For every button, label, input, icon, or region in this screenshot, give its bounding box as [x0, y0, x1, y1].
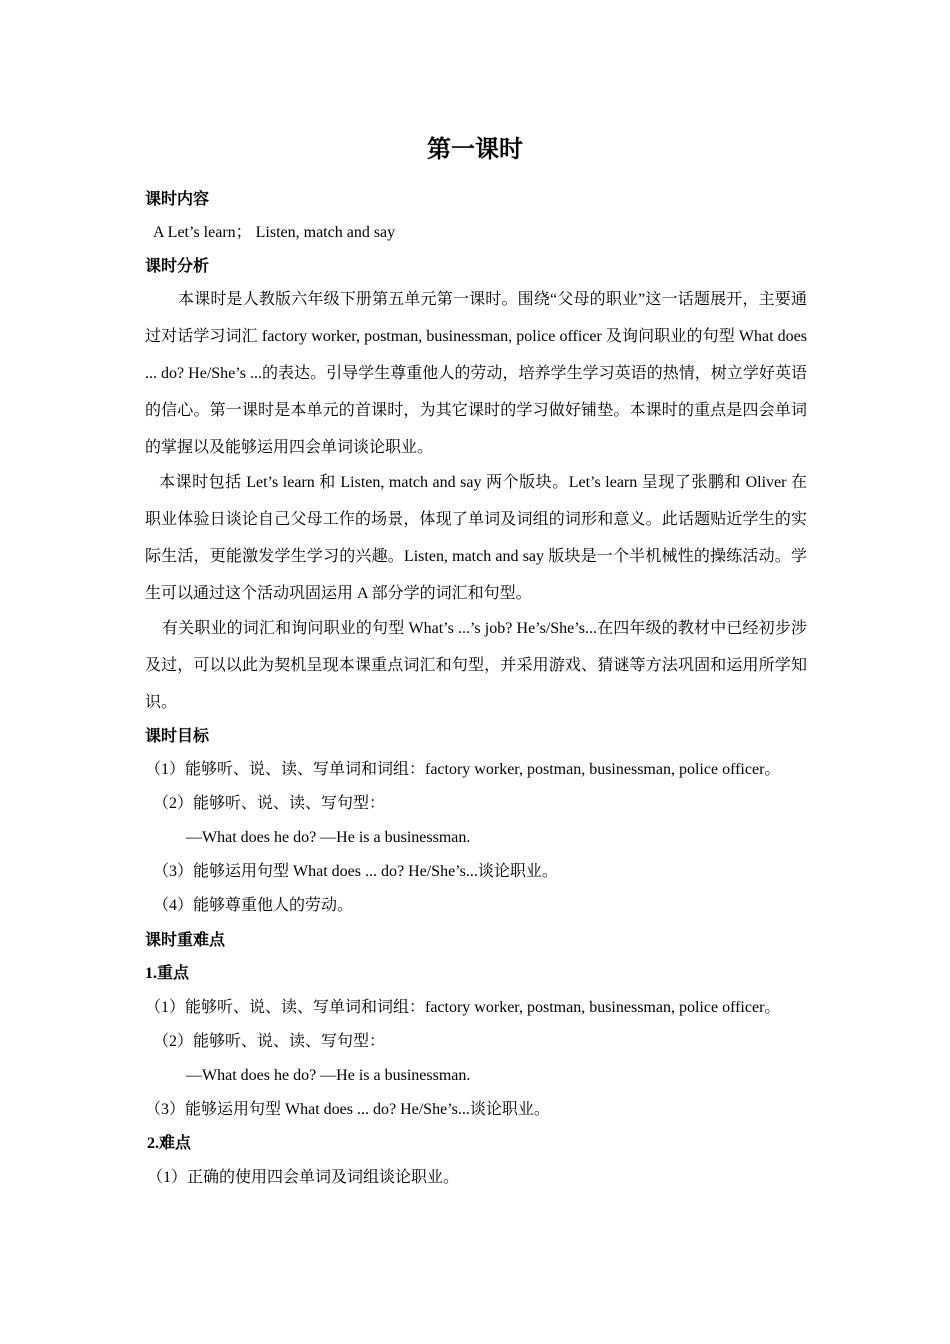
goal-item-2: （2）能够听、说、读、写句型： — [153, 795, 386, 812]
section-heading-content: 课时内容 — [145, 191, 210, 208]
section-heading-key-points: 课时重难点 — [145, 932, 226, 949]
subheading-difficulty: 2.难点 — [147, 1135, 192, 1152]
content-text: A Let’s learn； Listen, match and say — [153, 224, 396, 241]
section-heading-analysis: 课时分析 — [145, 258, 210, 275]
analysis-paragraph-1: 本课时是人教版六年级下册第五单元第一课时。围绕“父母的职业”这一话题展开，主要通过对话学习词汇 factory worker, postman, businessman, police officer 及询问职业的句型 What does ... do? He/She’s ...的表达。引导学生尊重他人的劳动，培养学生学习英语的热情，树立学好英语的信心。第一课时是本单元的首课时，为其它课时的学习做好铺垫。本课时的重点是四会单词的掌握以及能够运用四会单词谈论职业。 — [145, 291, 807, 456]
key-item-2-example: —What does he do? —He is a businessman. — [186, 1067, 471, 1084]
goal-item-1: （1）能够听、说、读、写单词和词组：factory worker, postman, businessman, police officer。 — [145, 761, 781, 778]
goal-item-4: （4）能够尊重他人的劳动。 — [153, 897, 354, 914]
section-heading-goals: 课时目标 — [145, 728, 210, 745]
subheading-key: 1.重点 — [145, 965, 190, 982]
key-item-1: （1）能够听、说、读、写单词和词组：factory worker, postman, businessman, police officer。 — [145, 999, 781, 1016]
page-title: 第一课时 — [427, 137, 523, 163]
analysis-paragraph-2: 本课时包括 Let’s learn 和 Listen, match and say 两个版块。Let’s learn 呈现了张鹏和 Oliver 在职业体验日谈论自己父母工作的场景，体现了单词及词组的词形和意义。此话题贴近学生的实际生活，更能激发学生学习的兴趣。Listen, match and say 版块是一个半机械性的操练活动。学生可以通过这个活动巩固运用 A 部分学的词汇和句型。 — [145, 474, 807, 602]
goal-item-2-example: —What does he do? —He is a businessman. — [186, 829, 471, 846]
goal-item-3: （3）能够运用句型 What does ... do? He/She’s...谈论职业。 — [153, 863, 558, 880]
key-item-3: （3）能够运用句型 What does ... do? He/She’s...谈论职业。 — [145, 1101, 550, 1118]
key-item-2: （2）能够听、说、读、写句型： — [153, 1033, 386, 1050]
difficulty-item-1: （1）正确的使用四会单词及词组谈论职业。 — [147, 1169, 460, 1186]
analysis-paragraph-3: 有关职业的词汇和询问职业的句型 What’s ...’s job? He’s/She’s...在四年级的教材中已经初步涉及过，可以以此为契机呈现本课重点词汇和句型，并采用游戏、猜谜等方法巩固和运用所学知识。 — [145, 620, 807, 711]
